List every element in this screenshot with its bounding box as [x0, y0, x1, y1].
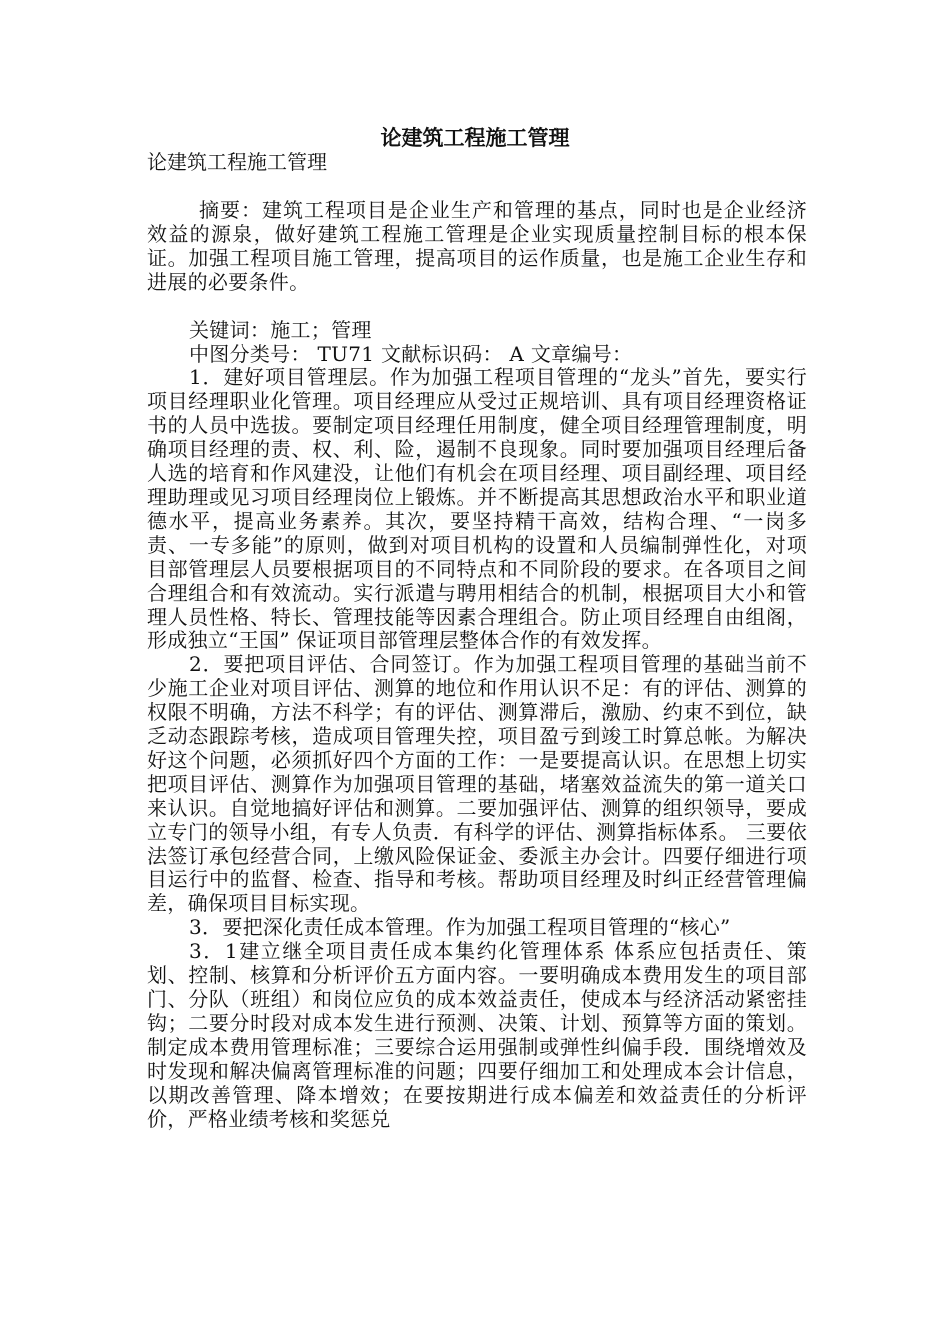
document-subtitle: 论建筑工程施工管理 — [147, 150, 327, 174]
section-3-heading: 3．要把深化责任成本管理。作为加强工程项目管理的“核心” — [189, 915, 731, 940]
keywords-line: 关键词：施工；管理 — [189, 317, 372, 342]
section-3-1-paragraph: 3．1建立继全项目责任成本集约化管理体系 体系应包括责任、策划、控制、核算和分析评价五方面内容。一要明确成本费用发生的项目部门、分队（班组）和岗位应负的成本效益责任，使成本与经济活动紧密挂钩；二要分时段对成本发生进行预测、决策、计划、预算等方面的策划。制定成本费用管理标准；三要综合运用强制或弹性纠偏手段．围绕增效及时发现和解决偏离管理标准的问题；四要仔细加工和处理成本会计信息，以期改善管理、降本增效；在要按期进行成本偏差和效益责任的分析评价，严格业绩考核和奖惩兑 — [147, 939, 807, 1131]
abstract-paragraph: 摘要：建筑工程项目是企业生产和管理的基点，同时也是企业经济效益的源泉，做好建筑工程施工管理是企业实现质量控制目标的根本保证。加强工程项目施工管理，提高项目的运作质量，也是施工企业生存和进展的必要条件。 — [147, 198, 807, 294]
paragraph-gap — [147, 295, 807, 319]
section-1-paragraph: 1．建好项目管理层。作为加强工程项目管理的“龙头”首先，要实行项目经理职业化管理。项目经理应从受过正规培训、具有项目经理资格证书的人员中选拔。要制定项目经理任用制度，健全项目经理管理制度，明确项目经理的责、权、利、险，遏制不良现象。同时要加强项目经理后备人选的培育和作风建没，让他们有机会在项目经理、项目副经理、项目经理助理或见习项目经理岗位上锻炼。并不断提高其思想政治水平和职业道德水平，提高业务素养。其次，要坚持精干高效，结构合理、“一岗多责、一专多能”的原则，做到对项目机构的设置和人员编制弹性化，对项目部管理层人员要根据项目的不同特点和不同阶段的要求。在各项目之间合理组合和有效流动。实行派遣与聘用相结合的机制，根据项目大小和管理人员性格、特长、管理技能等因素合理组合。防止项目经理自由组阁，形成独立“王国” 保证项目部管理层整体合作的有效发挥。 — [147, 365, 807, 653]
document-title: 论建筑工程施工管理 — [380, 125, 570, 150]
classification-line: 中图分类号： TU71 文献标识码： A 文章编号： — [189, 341, 633, 366]
document-body — [147, 199, 807, 1131]
section-2-paragraph: 2．要把项目评估、合同签订。作为加强工程项目管理的基础当前不少施工企业对项目评估、测算的地位和作用认识不足：有的评估、测算的权限不明确，方法不科学；有的评估、测算滞后，激励、约束不到位，缺乏动态跟踪考核，造成项目管理失控，项目盈亏到竣工时算总帐。为解决好这个问题，必须抓好四个方面的工作：一是要提高认识。在思想上切实把项目评估、测算作为加强项目管理的基础，堵塞效益流失的第一道关口来认识。自觉地搞好评估和测算。二要加强评估、测算的组织领导，要成立专门的领导小组，有专人负责．有科学的评估、测算指标体系。 三要依法签订承包经营合同，上缴风险保证金、委派主办会计。四要仔细进行项目运行中的监督、检查、指导和考核。帮助项目经理及时纠正经营管理偏差，确保项目目标实现。 — [147, 652, 807, 916]
